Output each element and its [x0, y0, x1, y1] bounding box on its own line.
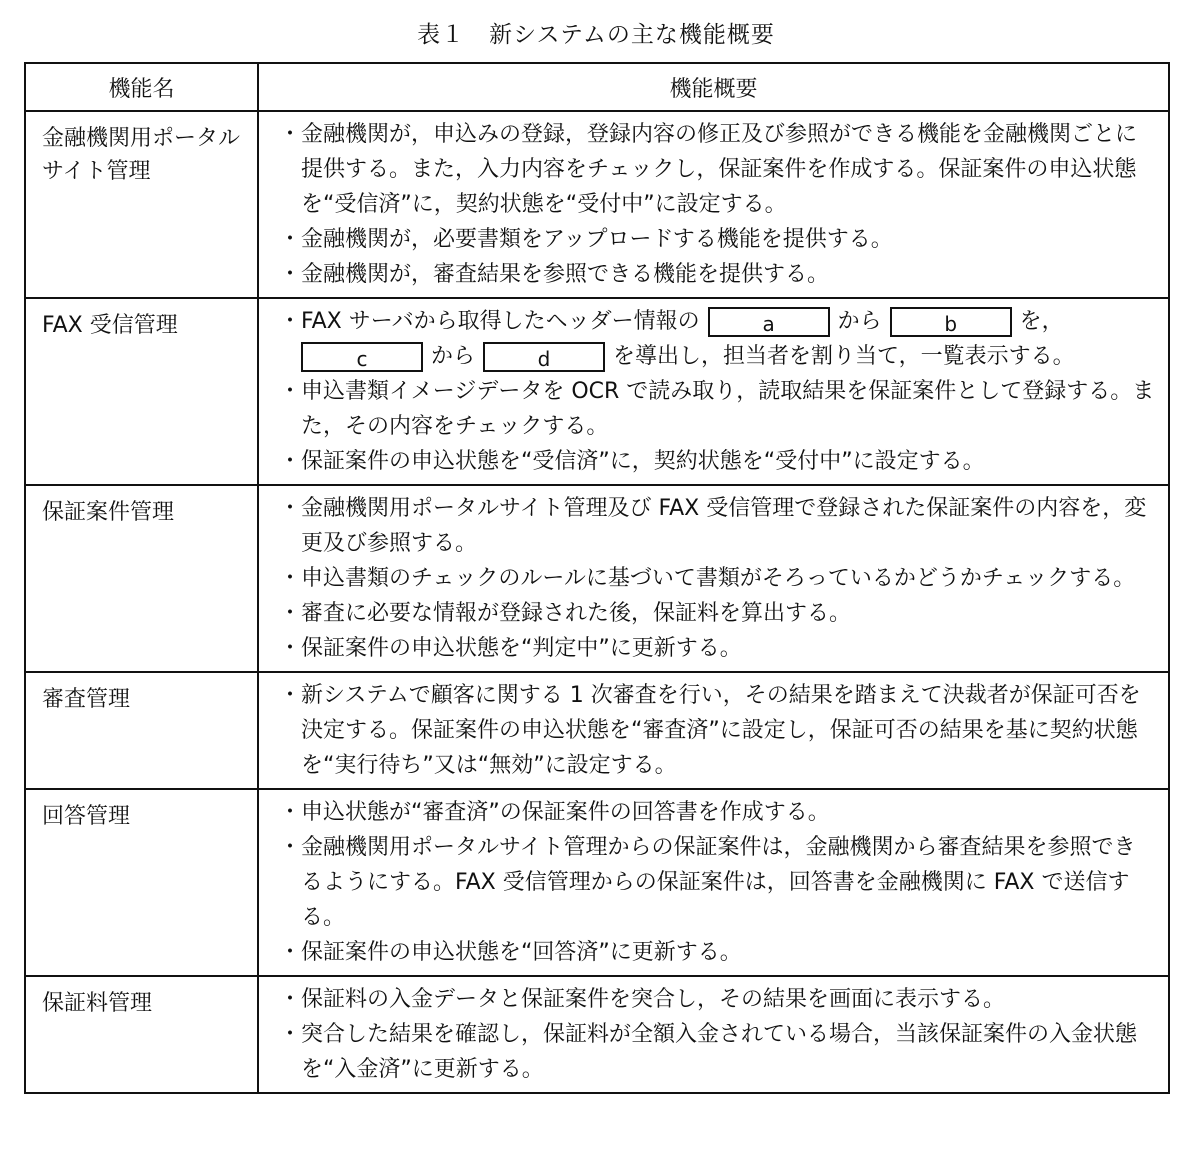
overview-item: ・ 申込状態が“審査済”の保証案件の回答書を作成する。: [279, 795, 1156, 830]
overview-item: ・ 金融機関用ポータルサイト管理からの保証案件は，金融機関から審査結果を参照できるようにする。FAX 受信管理からの保証案件は，回答書を金融機関に FAX で送信する。: [279, 830, 1156, 935]
overview-item: ・ 金融機関が，必要書類をアップロードする機能を提供する。: [279, 222, 1156, 257]
table-row: [25, 976, 1169, 1093]
overview-item: ・ 審査に必要な情報が登録された後，保証料を算出する。: [279, 596, 1156, 631]
overview-item: ・ 申込書類のチェックのルールに基づいて書類がそろっているかどうかチェックする。: [279, 561, 1156, 596]
function-name-fax: FAX 受信管理: [25, 298, 258, 485]
overview-item: ・ 突合した結果を確認し，保証料が全額入金されている場合，当該保証案件の入金状態を“入金済”に更新する。: [279, 1017, 1156, 1087]
function-overview-review: [258, 672, 1169, 789]
table-row: [25, 789, 1169, 976]
overview-item: ・ 金融機関が，審査結果を参照できる機能を提供する。: [279, 257, 1156, 292]
fax-text-5: を導出し，担当者を割り当て，一覧表示する。: [613, 344, 1075, 369]
blank-b: b: [890, 307, 1012, 337]
function-overview-table: [24, 62, 1170, 1094]
function-name-portal: 金融機関用ポータルサイト管理: [25, 111, 258, 298]
function-overview-fee: [258, 976, 1169, 1093]
overview-item: ・ 金融機関が，申込みの登録，登録内容の修正及び参照ができる機能を金融機関ごとに提供する。また，入力内容をチェックし，保証案件を作成する。保証案件の申込状態を“受信済”に，契約状態を“受付中”に設定する。: [279, 117, 1156, 222]
function-name-review: 審査管理: [25, 672, 258, 789]
overview-item: ・ 保証案件の申込状態を“回答済”に更新する。: [279, 935, 1156, 970]
table-row: [25, 672, 1169, 789]
table-header-row: [25, 63, 1169, 111]
function-name-fee: 保証料管理: [25, 976, 258, 1093]
fax-text-3: を，: [1019, 309, 1064, 334]
function-name-reply: 回答管理: [25, 789, 258, 976]
function-overview-reply: [258, 789, 1169, 976]
overview-item: ・ 新システムで顧客に関する 1 次審査を行い，その結果を踏まえて決裁者が保証可否を決定する。保証案件の申込状態を“審査済”に設定し，保証可否の結果を基に契約状態を“実行待ち”又は“無効”に設定する。: [279, 678, 1156, 783]
overview-item: ・ 金融機関用ポータルサイト管理及び FAX 受信管理で登録された保証案件の内容を，変更及び参照する。: [279, 491, 1156, 561]
overview-item: ・ 保証案件の申込状態を“判定中”に更新する。: [279, 631, 1156, 666]
table-row: [25, 111, 1169, 298]
overview-item: ・ 保証案件の申込状態を“受信済”に，契約状態を“受付中”に設定する。: [279, 444, 1156, 479]
blank-c: c: [301, 342, 423, 372]
overview-item: ・ 申込書類イメージデータを OCR で読み取り，読取結果を保証案件として登録する。また，その内容をチェックする。: [279, 374, 1156, 444]
header-function-name: 機能名: [25, 63, 258, 111]
overview-item-fax-blanks: [279, 304, 1156, 374]
fax-text-1: FAX サーバから取得したヘッダー情報の: [301, 309, 700, 334]
table-row: [25, 485, 1169, 672]
table-title: 表１ 新システムの主な機能概要: [417, 22, 775, 48]
function-overview-fax: [258, 298, 1169, 485]
header-function-overview: 機能概要: [258, 63, 1169, 111]
blank-a: a: [708, 307, 830, 337]
table-row: [25, 298, 1169, 485]
blank-d: d: [483, 342, 605, 372]
fax-text-2: から: [837, 309, 882, 334]
function-overview-portal: [258, 111, 1169, 298]
function-name-case: 保証案件管理: [25, 485, 258, 672]
overview-item: ・ 保証料の入金データと保証案件を突合し，その結果を画面に表示する。: [279, 982, 1156, 1017]
function-overview-case: [258, 485, 1169, 672]
fax-text-4: から: [431, 344, 476, 369]
